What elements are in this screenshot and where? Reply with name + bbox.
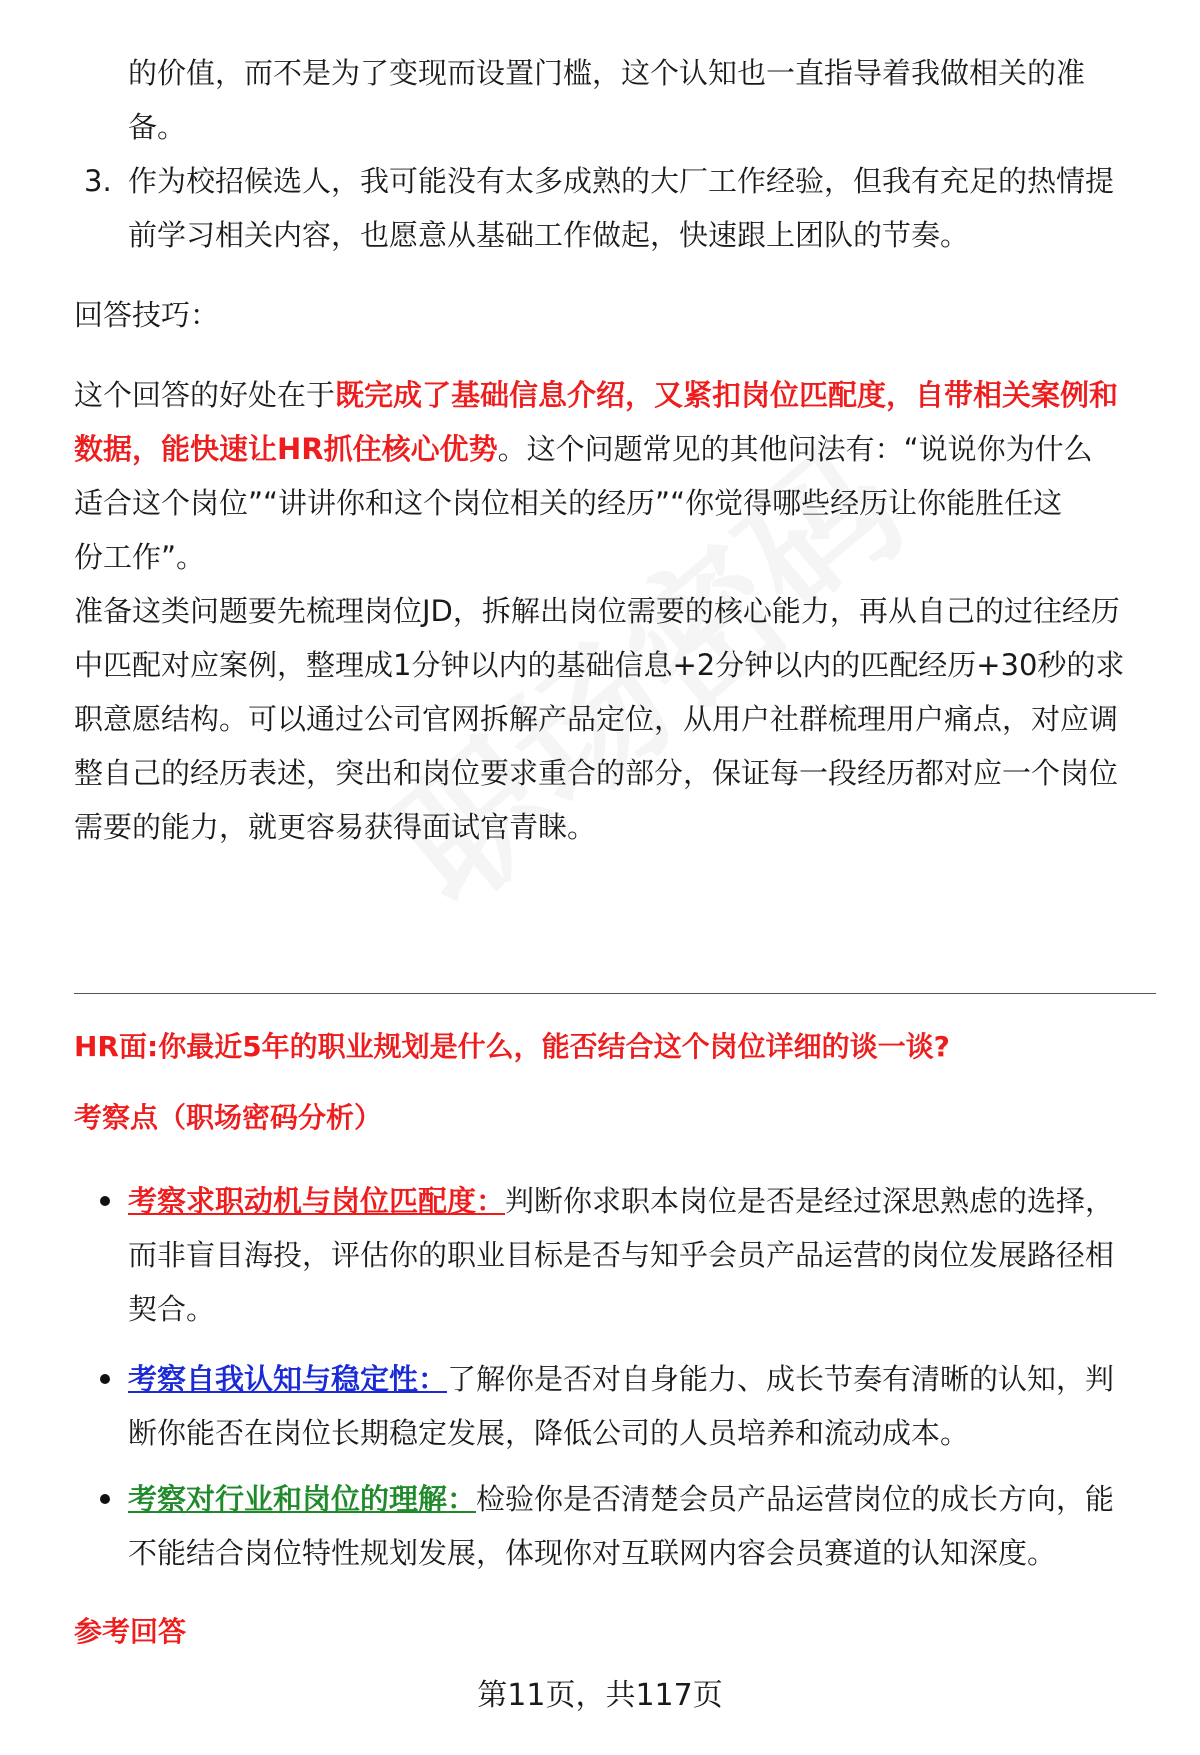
bullet-text: 了解你是否对自身能力、成长节奏有清晰的认知，判 bbox=[447, 1362, 1115, 1396]
bullet-label: 考察对行业和岗位的理解： bbox=[128, 1482, 477, 1516]
interview-question: HR面:你最近5年的职业规划是什么，能否结合这个岗位详细的谈一谈? bbox=[74, 1030, 950, 1063]
list-item-3-line: 前学习相关内容，也愿意从基础工作做起，快速跟上团队的节奏。 bbox=[128, 218, 970, 252]
prep-paragraph-line: 准备这类问题要先梳理岗位JD，拆解出岗位需要的核心能力，再从自己的过往经历 bbox=[74, 594, 1120, 628]
tips-text: 。这个问题常见的其他问法有：“说说你为什么 bbox=[497, 432, 1093, 466]
tips-highlight: 既完成了基础信息介绍，又紧扣岗位匹配度，自带相关案例和 bbox=[335, 378, 1119, 412]
bullet-label: 考察自我认知与稳定性： bbox=[128, 1362, 448, 1396]
bullet-1-line: 而非盲目海投，评估你的职业目标是否与知乎会员产品运营的岗位发展路径相 bbox=[128, 1238, 1115, 1272]
bullet-3-line: 不能结合岗位特性规划发展，体现你对互联网内容会员赛道的认知深度。 bbox=[128, 1536, 1057, 1570]
page-footer: 第11页，共117页 bbox=[477, 1678, 723, 1713]
tips-paragraph-line: 适合这个岗位”“讲讲你和这个岗位相关的经历”“你觉得哪些经历让你能胜任这 bbox=[74, 486, 1063, 520]
tips-label: 回答技巧： bbox=[74, 298, 220, 332]
bullet-dot bbox=[100, 1494, 110, 1504]
answer-heading: 参考回答 bbox=[74, 1615, 187, 1648]
bullet-1-line: 契合。 bbox=[128, 1292, 216, 1326]
list-number: 3. bbox=[84, 164, 112, 198]
tips-paragraph-line bbox=[74, 420, 1154, 479]
bullet-3-line bbox=[128, 1470, 1154, 1529]
bullet-dot bbox=[100, 1374, 110, 1384]
bullet-2-line: 断你能否在岗位长期稳定发展，降低公司的人员培养和流动成本。 bbox=[128, 1416, 970, 1450]
bullet-text: 检验你是否清楚会员产品运营岗位的成长方向，能 bbox=[476, 1482, 1115, 1516]
bullet-text: 判断你求职本岗位是否是经过深思熟虑的选择， bbox=[505, 1184, 1115, 1218]
prep-paragraph-line: 需要的能力，就更容易获得面试官青睐。 bbox=[74, 810, 597, 844]
continued-text-line: 备。 bbox=[128, 110, 187, 144]
prep-paragraph-line: 职意愿结构。可以通过公司官网拆解产品定位，从用户社群梳理用户痛点，对应调 bbox=[74, 702, 1119, 736]
tips-text: 这个回答的好处在于 bbox=[74, 378, 336, 412]
list-item-3-line: 作为校招候选人，我可能没有太多成熟的大厂工作经验，但我有充足的热情提 bbox=[128, 164, 1115, 198]
points-heading: 考察点（职场密码分析） bbox=[74, 1101, 383, 1134]
tips-paragraph-line bbox=[74, 366, 1154, 425]
bullet-1-line bbox=[128, 1172, 1154, 1231]
continued-text-line: 的价值，而不是为了变现而设置门槛，这个认知也一直指导着我做相关的准 bbox=[128, 56, 1086, 90]
bullet-label: 考察求职动机与岗位匹配度： bbox=[128, 1184, 506, 1218]
bullet-2-line bbox=[128, 1350, 1154, 1409]
bullet-dot bbox=[100, 1196, 110, 1206]
tips-paragraph-line: 份工作”。 bbox=[74, 540, 206, 574]
tips-highlight: 数据，能快速让HR抓住核心优势 bbox=[74, 432, 498, 466]
prep-paragraph-line: 中匹配对应案例，整理成1分钟以内的基础信息+2分钟以内的匹配经历+30秒的求 bbox=[74, 648, 1125, 682]
section-divider bbox=[74, 993, 1156, 994]
prep-paragraph-line: 整自己的经历表述，突出和岗位要求重合的部分，保证每一段经历都对应一个岗位 bbox=[74, 756, 1119, 790]
